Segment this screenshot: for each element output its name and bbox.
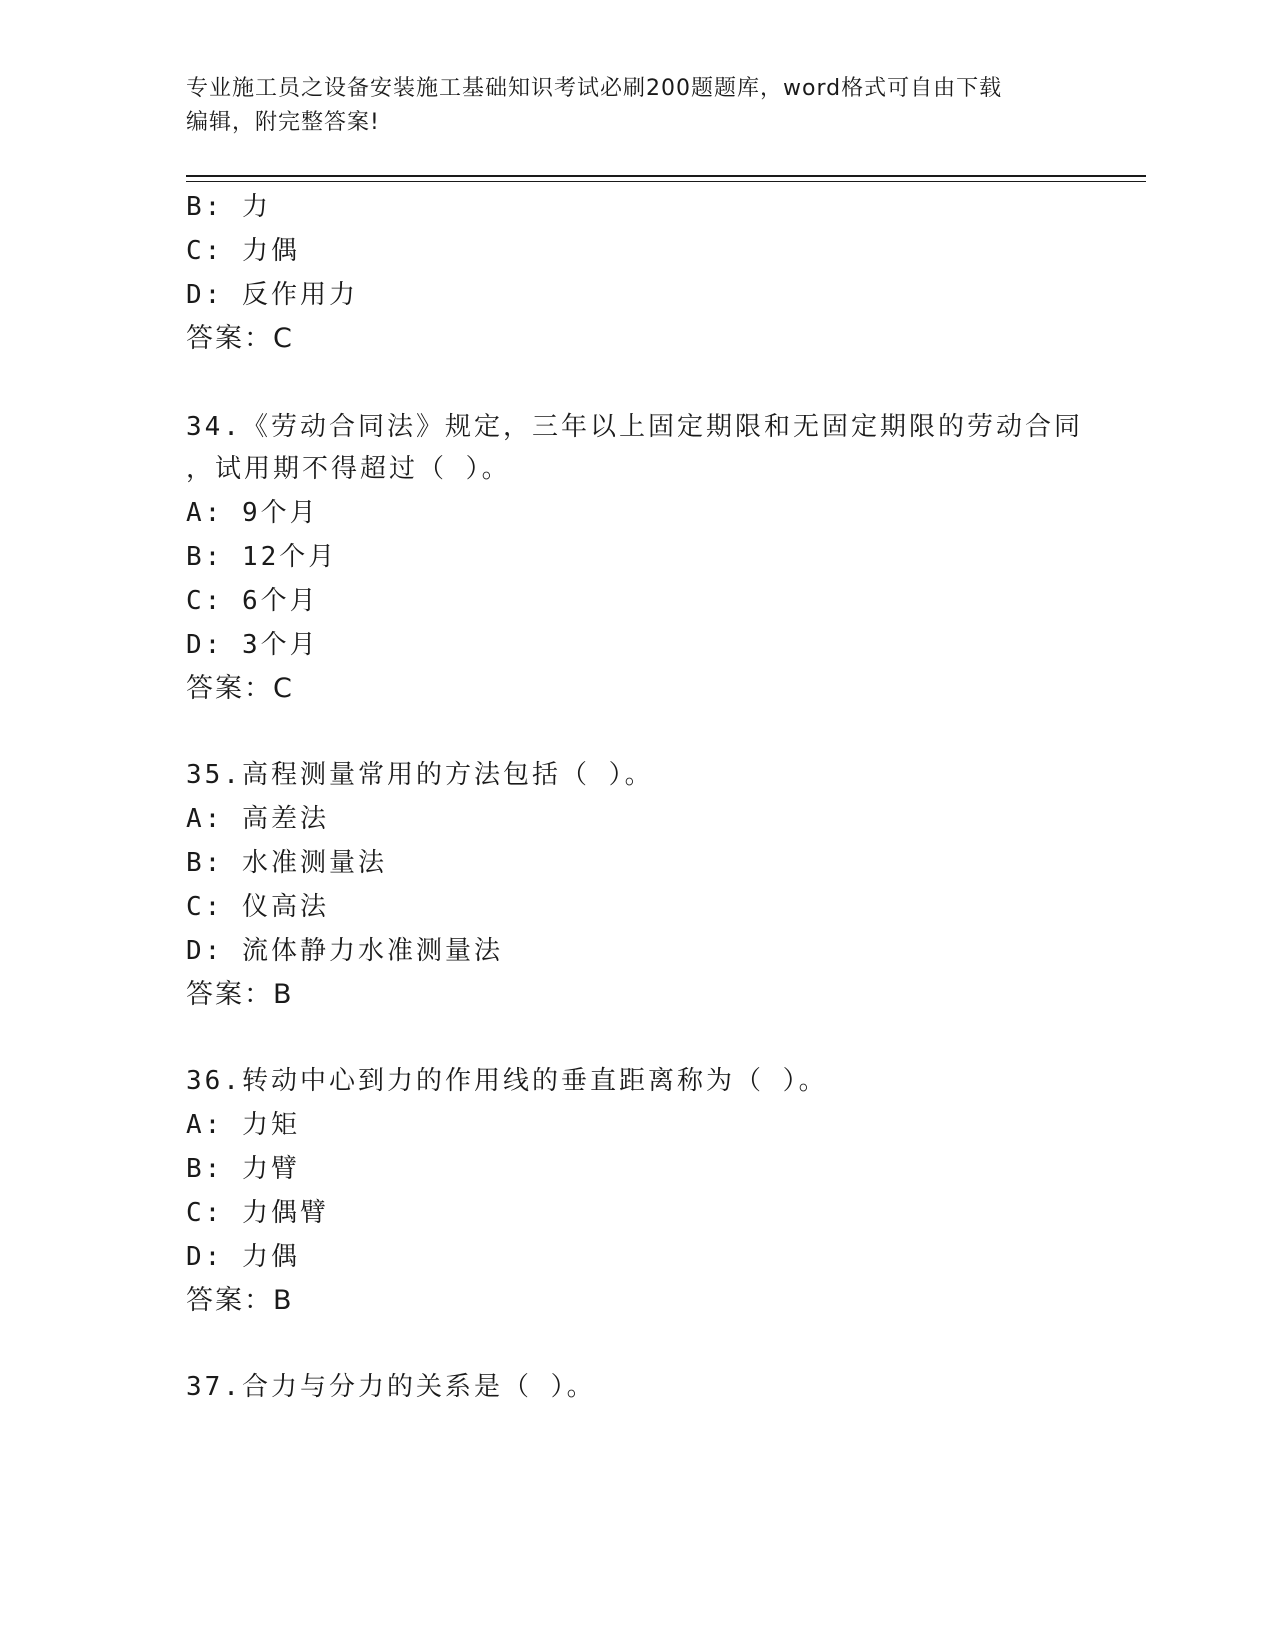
q34-answer: 答案：C (186, 673, 294, 704)
q35-option-b: B: 水准测量法 (186, 848, 387, 878)
header-line-2: 编辑，附完整答案! (186, 110, 380, 135)
header-line-1: 专业施工员之设备安装施工基础知识考试必刷200题题库，word格式可自由下载 (186, 76, 1003, 101)
q36-option-a: A: 力矩 (186, 1110, 300, 1140)
q33-option-c: C: 力偶 (186, 236, 300, 266)
q33-option-b: B: 力 (186, 192, 271, 222)
header-divider-thin (186, 181, 1146, 182)
q33-answer: 答案：C (186, 323, 294, 354)
q36-stem: 36.转动中心到力的作用线的垂直距离称为（ ）。 (186, 1066, 828, 1096)
q35-option-c: C: 仪高法 (186, 892, 329, 922)
q36-option-d: D: 力偶 (186, 1242, 300, 1272)
document-header (186, 72, 1066, 140)
q33-option-d: D: 反作用力 (186, 280, 358, 310)
q34-option-d: D: 3个月 (186, 630, 319, 660)
q35-option-a: A: 高差法 (186, 804, 329, 834)
q36-option-c: C: 力偶臂 (186, 1198, 329, 1228)
q35-answer: 答案：B (186, 979, 294, 1010)
q35-option-d: D: 流体静力水准测量法 (186, 936, 503, 966)
q34-option-a: A: 9个月 (186, 498, 319, 528)
q36-answer: 答案：B (186, 1285, 294, 1316)
header-divider-thick (186, 175, 1146, 177)
q37-stem: 37.合力与分力的关系是（ ）。 (186, 1372, 596, 1402)
q34-stem-line-2: ，试用期不得超过（ ）。 (186, 454, 511, 484)
q34-option-b: B: 12个月 (186, 542, 338, 572)
q36-option-b: B: 力臂 (186, 1154, 300, 1184)
q34-stem-line-1: 34.《劳动合同法》规定，三年以上固定期限和无固定期限的劳动合同 (186, 412, 1083, 442)
q35-stem: 35.高程测量常用的方法包括（ ）。 (186, 760, 654, 790)
q34-option-c: C: 6个月 (186, 586, 319, 616)
